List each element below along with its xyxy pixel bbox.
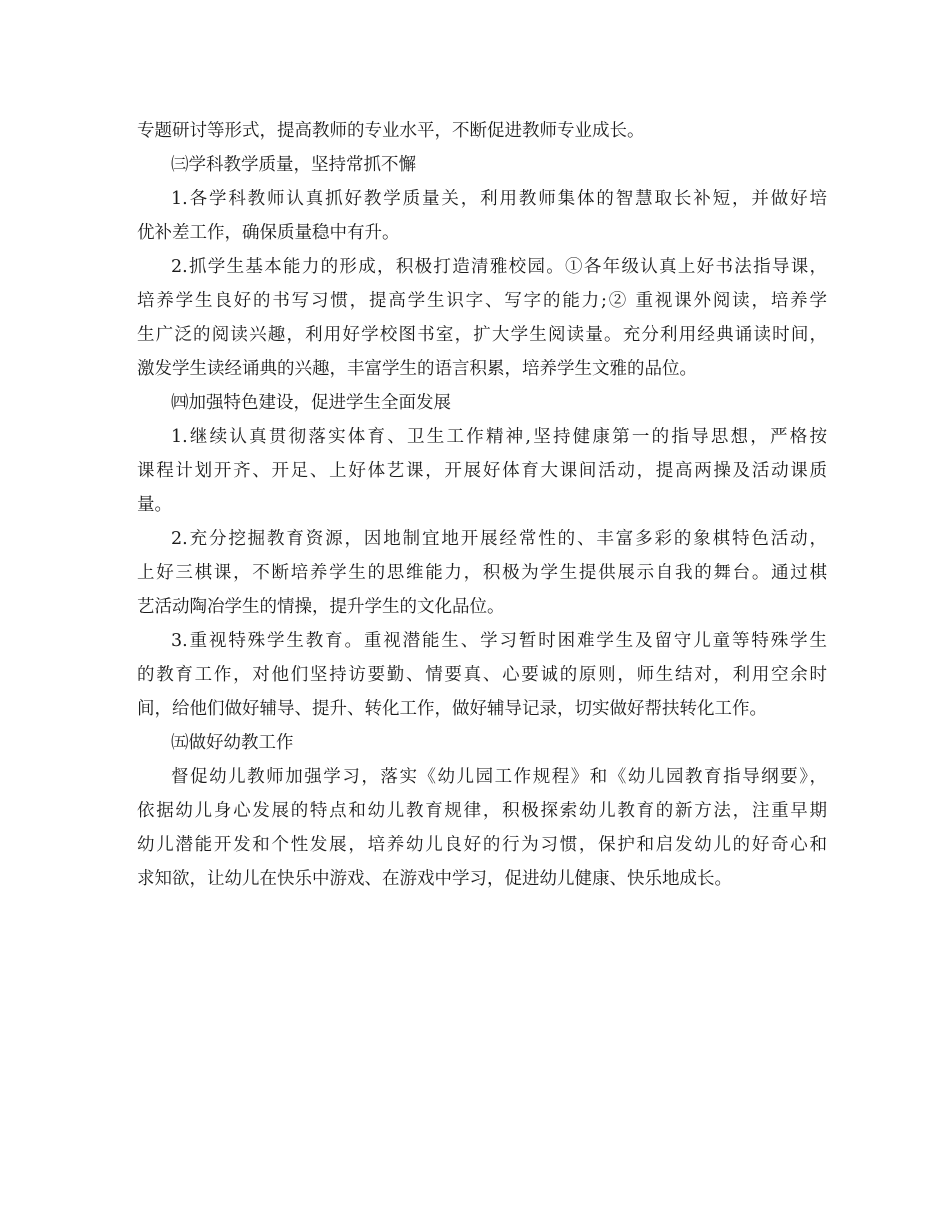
paragraph-line: 督促幼儿教师加强学习，落实《幼儿园工作规程》和《幼儿园教育指导纲要》， <box>171 767 827 787</box>
paragraph-line: 2.充分挖掘教育资源，因地制宜地开展经常性的、丰富多彩的象棋特色活动， <box>171 529 827 549</box>
section-heading: ㈤做好幼教工作 <box>171 733 294 753</box>
paragraph-line: 激发学生读经诵典的兴趣，丰富学生的语言积累，培养学生文雅的品位。 <box>137 359 697 379</box>
paragraph-line: 的教育工作，对他们坚持访要勤、情要真、心要诚的原则，师生结对，利用空余时 <box>137 665 827 685</box>
paragraph-line: 艺活动陶冶学生的情操，提升学生的文化品位。 <box>137 597 505 617</box>
paragraph-line: 优补差工作，确保质量稳中有升。 <box>137 223 400 243</box>
paragraph-line: 培养学生良好的书写习惯，提高学生识字、写字的能力;② 重视课外阅读，培养学 <box>137 291 827 311</box>
paragraph-line: 1.继续认真贯彻落实体育、卫生工作精神,坚持健康第一的指导思想，严格按 <box>171 427 827 447</box>
paragraph-line: 间，给他们做好辅导、提升、转化工作，做好辅导记录，切实做好帮扶转化工作。 <box>137 699 767 719</box>
paragraph-line: 课程计划开齐、开足、上好体艺课，开展好体育大课间活动，提高两操及活动课质 <box>137 461 827 481</box>
paragraph-line: 1.各学科教师认真抓好教学质量关，利用教师集体的智慧取长补短，并做好培 <box>171 189 827 209</box>
section-heading: ㈢学科教学质量，坚持常抓不懈 <box>171 155 416 175</box>
paragraph-line: 上好三棋课，不断培养学生的思维能力，积极为学生提供展示自我的舞台。通过棋 <box>137 563 827 583</box>
section-heading: ㈣加强特色建设，促进学生全面发展 <box>171 393 451 413</box>
paragraph-line: 专题研讨等形式，提高教师的专业水平，不断促进教师专业成长。 <box>137 121 645 141</box>
paragraph-line: 幼儿潜能开发和个性发展，培养幼儿良好的行为习惯，保护和启发幼儿的好奇心和 <box>137 835 827 855</box>
paragraph-line: 3.重视特殊学生教育。重视潜能生、学习暂时困难学生及留守儿童等特殊学生 <box>171 631 827 651</box>
paragraph-line: 依据幼儿身心发展的特点和幼儿教育规律，积极探索幼儿教育的新方法，注重早期 <box>137 801 827 821</box>
paragraph-line: 2.抓学生基本能力的形成，积极打造清雅校园。①各年级认真上好书法指导课， <box>171 257 827 277</box>
paragraph-line: 求知欲，让幼儿在快乐中游戏、在游戏中学习，促进幼儿健康、快乐地成长。 <box>137 869 732 889</box>
paragraph-line: 生广泛的阅读兴趣，利用好学校图书室，扩大学生阅读量。充分利用经典诵读时间， <box>137 325 827 345</box>
paragraph-line: 量。 <box>137 495 172 515</box>
